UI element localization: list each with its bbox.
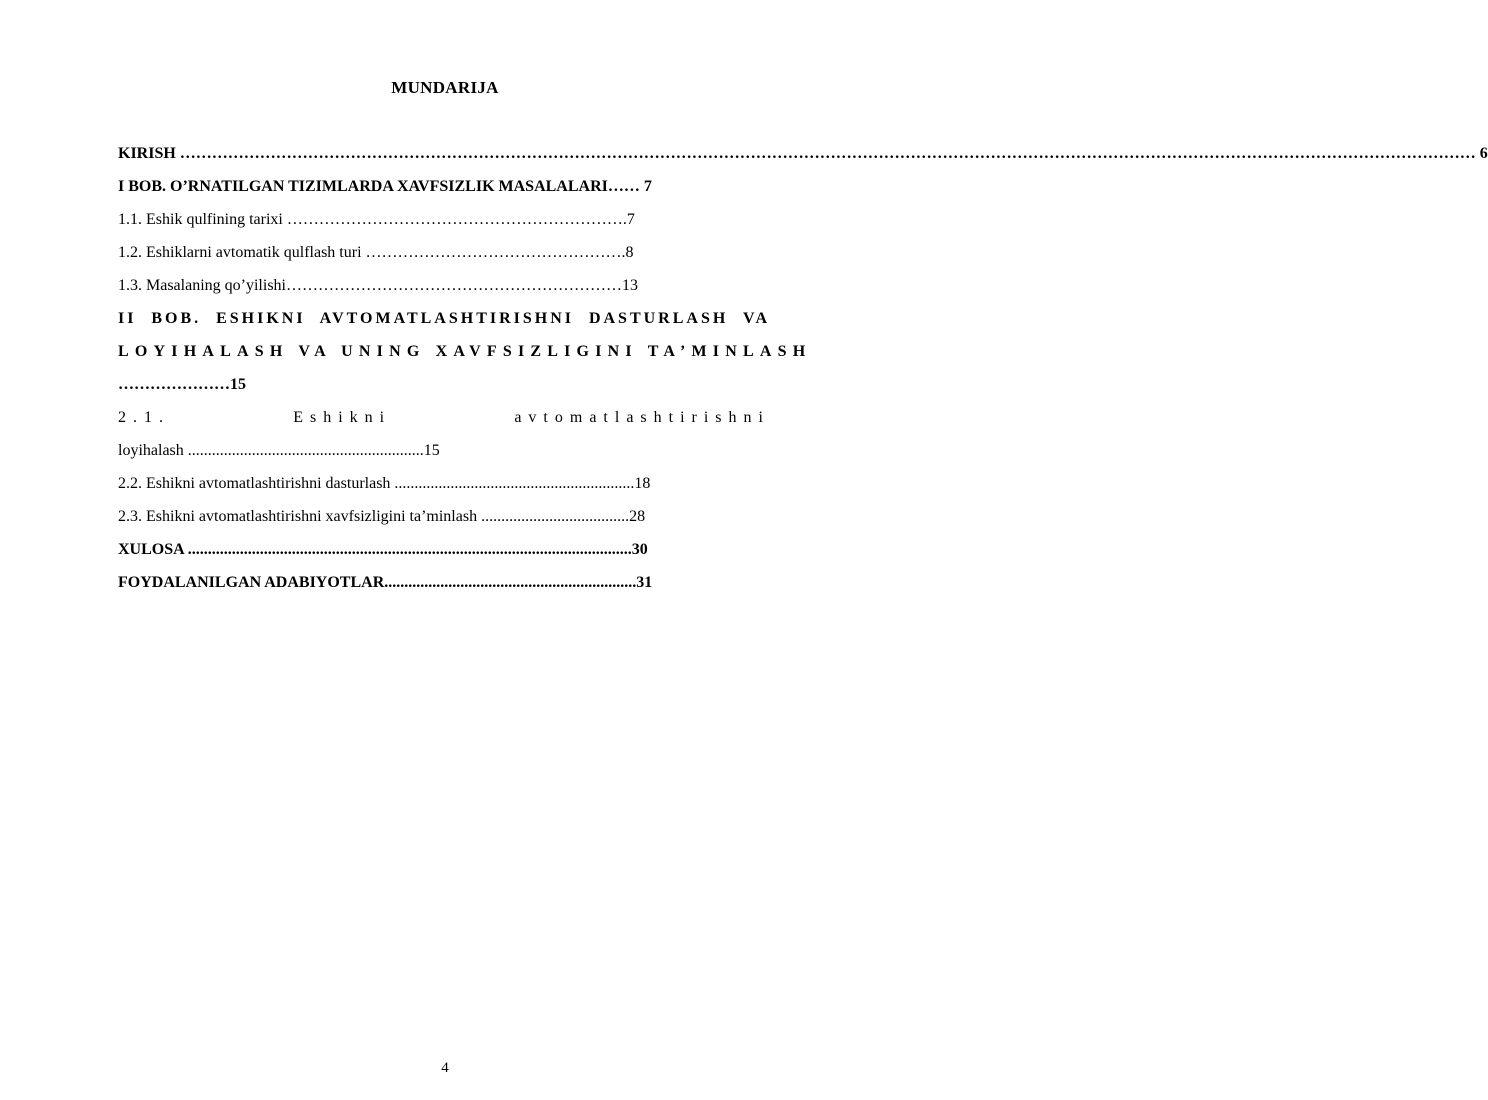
page-title: MUNDARIJA <box>391 78 499 97</box>
toc-entry-chapter-2-page: …………………15 <box>118 376 246 393</box>
page-number: 4 <box>441 1060 449 1076</box>
toc-entry-2-2: 2.2. Eshikni avtomatlashtirishni dasturlash ............................................................18 <box>118 475 651 492</box>
toc-entry-2-1-line-1 <box>118 408 770 428</box>
toc-entry-1-2: 1.2. Eshiklarni avtomatik qulflash turi ………………………………………….8 <box>118 244 634 261</box>
toc-entry-chapter-2-line-1: II BOB. ESHIKNI AVTOMATLASHTIRISHNI DASTURLASH VA <box>118 310 770 327</box>
toc-entry-chapter-1: I BOB. O’RNATILGAN TIZIMLARDA XAVFSIZLIK MASALALARI…… 7 <box>118 178 652 195</box>
toc-entry-2-1-line-2: loyihalash ...........................................................15 <box>118 442 440 459</box>
toc-entry-1-3: 1.3. Masalaning qo’yilishi………………………………………………………13 <box>118 277 638 294</box>
toc-entry-adabiyotlar: FOYDALANILGAN ADABIYOTLAR...............................................................31 <box>118 574 653 591</box>
toc-entry-chapter-2-line-2: LOYIHALASH VA UNING XAVFSIZLIGINI TA’MINLASH <box>118 343 812 360</box>
toc-entry-1-1: 1.1. Eshik qulfining tarixi ……………………………………………………….7 <box>118 211 635 228</box>
toc-entry-2-1-word-1: Eshikni <box>293 409 392 426</box>
toc-entry-2-1-word-2: avtomatlashtirishni <box>514 409 770 426</box>
toc-entry-2-1-number: 2.1. <box>118 409 170 426</box>
toc-entry-kirish: KIRISH ……………………………………………………………………………………………………………………………………………………………………………………………………………………… 6 <box>118 145 1488 162</box>
toc-entry-2-3: 2.3. Eshikni avtomatlashtirishni xavfsizligini ta’minlash .....................................28 <box>118 508 646 525</box>
toc-entry-xulosa: XULOSA ...............................................................................................................30 <box>118 541 648 558</box>
